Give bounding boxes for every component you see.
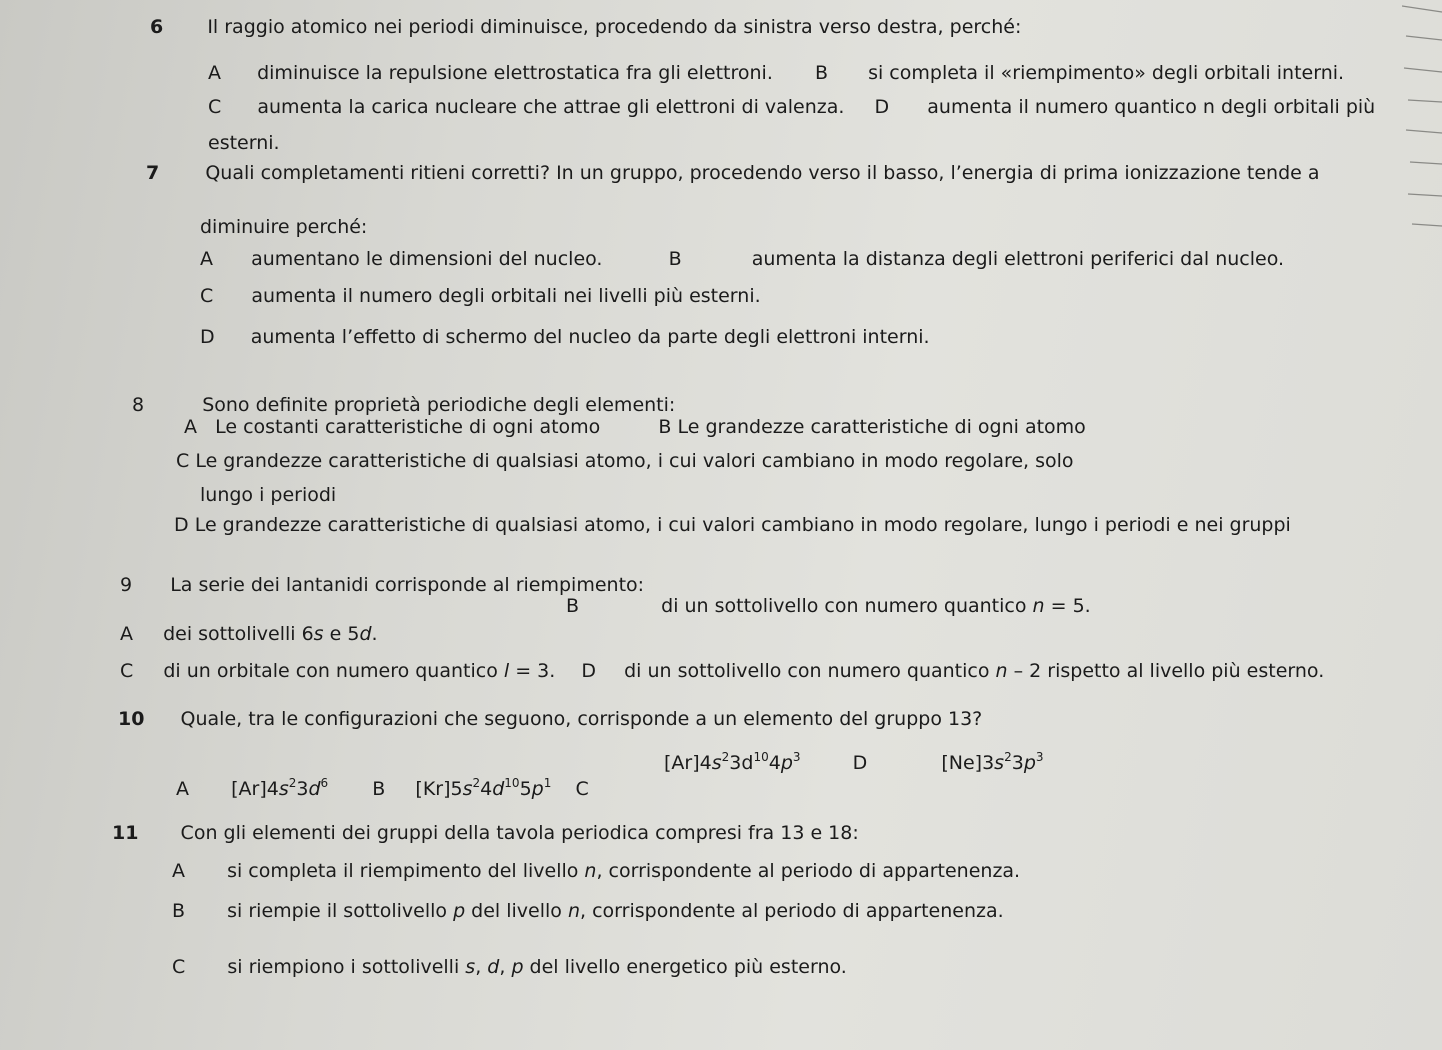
option-letter[interactable]: D: [174, 514, 189, 536]
question-number: 7: [146, 162, 160, 184]
option-row: [200, 324, 930, 350]
option-row: [200, 283, 761, 309]
question-7-stem-line: [146, 160, 1320, 186]
option-letter[interactable]: B: [566, 595, 580, 617]
option-letter[interactable]: D: [852, 752, 868, 774]
option-text: Le grandezze caratteristiche di qualsiasi atomo, i cui valori cambiano in modo regolare, solo: [195, 450, 1074, 472]
option-letter[interactable]: B: [658, 416, 672, 438]
option-row: [176, 448, 1074, 474]
option-letter[interactable]: B: [172, 900, 186, 922]
question-6-stem-line: [150, 14, 1021, 40]
option-letter[interactable]: D: [874, 96, 890, 118]
option-text: dei sottolivelli 6s e 5d.: [163, 623, 378, 645]
question-stem: Il raggio atomico nei periodi diminuisce, procedendo da sinistra verso destra, perché:: [207, 16, 1022, 38]
question-11-stem-line: [112, 820, 859, 846]
config-formula: $[Ar]4s^23d^{10}4p^3$: [664, 750, 801, 774]
option-letter[interactable]: A: [208, 62, 221, 84]
question-number: 8: [132, 394, 145, 416]
option-row: [172, 898, 1004, 924]
option-letter[interactable]: B: [372, 778, 386, 800]
option-text: aumenta il numero quantico n degli orbitali più: [927, 96, 1376, 118]
option-text: si completa il «riempimento» degli orbitali interni.: [868, 62, 1345, 84]
option-text: di un sottolivello con numero quantico n – 2 rispetto al livello più esterno.: [624, 660, 1325, 682]
option-letter[interactable]: C: [172, 956, 186, 978]
question-number: 11: [112, 822, 139, 844]
question-number: 9: [120, 574, 133, 596]
option-continuation: esterni.: [208, 132, 280, 154]
question-10-stem-line: [118, 706, 982, 732]
option-text: si riempiono i sottolivelli s, d, p del livello energetico più esterno.: [227, 956, 847, 978]
option-text: diminuisce la repulsione elettrostatica fra gli elettroni.: [257, 62, 773, 84]
option-row: [184, 414, 1086, 440]
option-text: di un orbitale con numero quantico l = 3.: [163, 660, 556, 682]
question-stem: Con gli elementi dei gruppi della tavola periodica compresi fra 13 e 18:: [180, 822, 859, 844]
option-row: [120, 658, 1324, 684]
config-formula: $[Ne]3s^23p^3$: [941, 750, 1044, 774]
option-row: [208, 60, 1344, 86]
option-letter[interactable]: A: [172, 860, 185, 882]
config-formula: $[Kr]5s^24d^{10}5p^1$: [415, 776, 552, 800]
option-text: aumenta la distanza degli elettroni periferici dal nucleo.: [751, 248, 1285, 270]
option-continuation: lungo i periodi: [200, 484, 337, 506]
question-stem: La serie dei lantanidi corrisponde al riempimento:: [170, 574, 645, 596]
question-number: 6: [150, 16, 164, 38]
question-stem: Quali completamenti ritieni corretti? In un gruppo, procedendo verso il basso, l’energia di prima ionizzazione tende a: [205, 162, 1320, 184]
option-letter[interactable]: A: [176, 778, 189, 800]
page-edge-lines: [1402, 0, 1442, 240]
question-number: 10: [118, 708, 145, 730]
option-row: [172, 858, 1020, 884]
option-row: [664, 744, 1044, 776]
option-letter[interactable]: C: [176, 450, 190, 472]
option-row: [174, 512, 1291, 538]
option-letter[interactable]: C: [575, 778, 589, 800]
option-text: Le costanti caratteristiche di ogni atomo: [215, 416, 601, 438]
option-text: Le grandezze caratteristiche di qualsiasi atomo, i cui valori cambiano in modo regolare, lungo i periodi e nei gruppi: [194, 514, 1291, 536]
option-text: aumenta la carica nucleare che attrae gli elettroni di valenza.: [257, 96, 845, 118]
question-stem: Sono definite proprietà periodiche degli elementi:: [202, 394, 676, 416]
option-text: aumentano le dimensioni del nucleo.: [251, 248, 603, 270]
option-row: [176, 770, 589, 802]
question-stem: Quale, tra le configurazioni che seguono, corrisponde a un elemento del gruppo 13?: [180, 708, 983, 730]
option-row: [200, 246, 1284, 272]
option-row: [566, 593, 1091, 619]
option-letter[interactable]: B: [814, 62, 828, 84]
option-row: [208, 94, 1375, 120]
question-stem-continuation: diminuire perché:: [200, 216, 368, 238]
option-letter[interactable]: A: [184, 416, 197, 438]
option-text: di un sottolivello con numero quantico n = 5.: [661, 595, 1091, 617]
option-text: Le grandezze caratteristiche di ogni atomo: [677, 416, 1086, 438]
config-formula: $[Ar]4s^23d^6$: [231, 776, 329, 800]
option-letter[interactable]: B: [668, 248, 682, 270]
option-letter[interactable]: A: [120, 623, 133, 645]
option-letter[interactable]: C: [200, 285, 214, 307]
option-row: [172, 954, 847, 980]
option-text: aumenta l’effetto di schermo del nucleo da parte degli elettroni interni.: [250, 326, 930, 348]
option-text: aumenta il numero degli orbitali nei livelli più esterni.: [251, 285, 761, 307]
option-letter[interactable]: C: [120, 660, 134, 682]
option-letter[interactable]: D: [200, 326, 215, 348]
option-row: [120, 621, 378, 647]
option-text: si riempie il sottolivello p del livello n, corrispondente al periodo di appartenenza.: [227, 900, 1004, 922]
option-letter[interactable]: D: [581, 660, 597, 682]
option-letter[interactable]: C: [208, 96, 222, 118]
option-text: si completa il riempimento del livello n, corrispondente al periodo di appartenenza.: [227, 860, 1021, 882]
option-letter[interactable]: A: [200, 248, 213, 270]
